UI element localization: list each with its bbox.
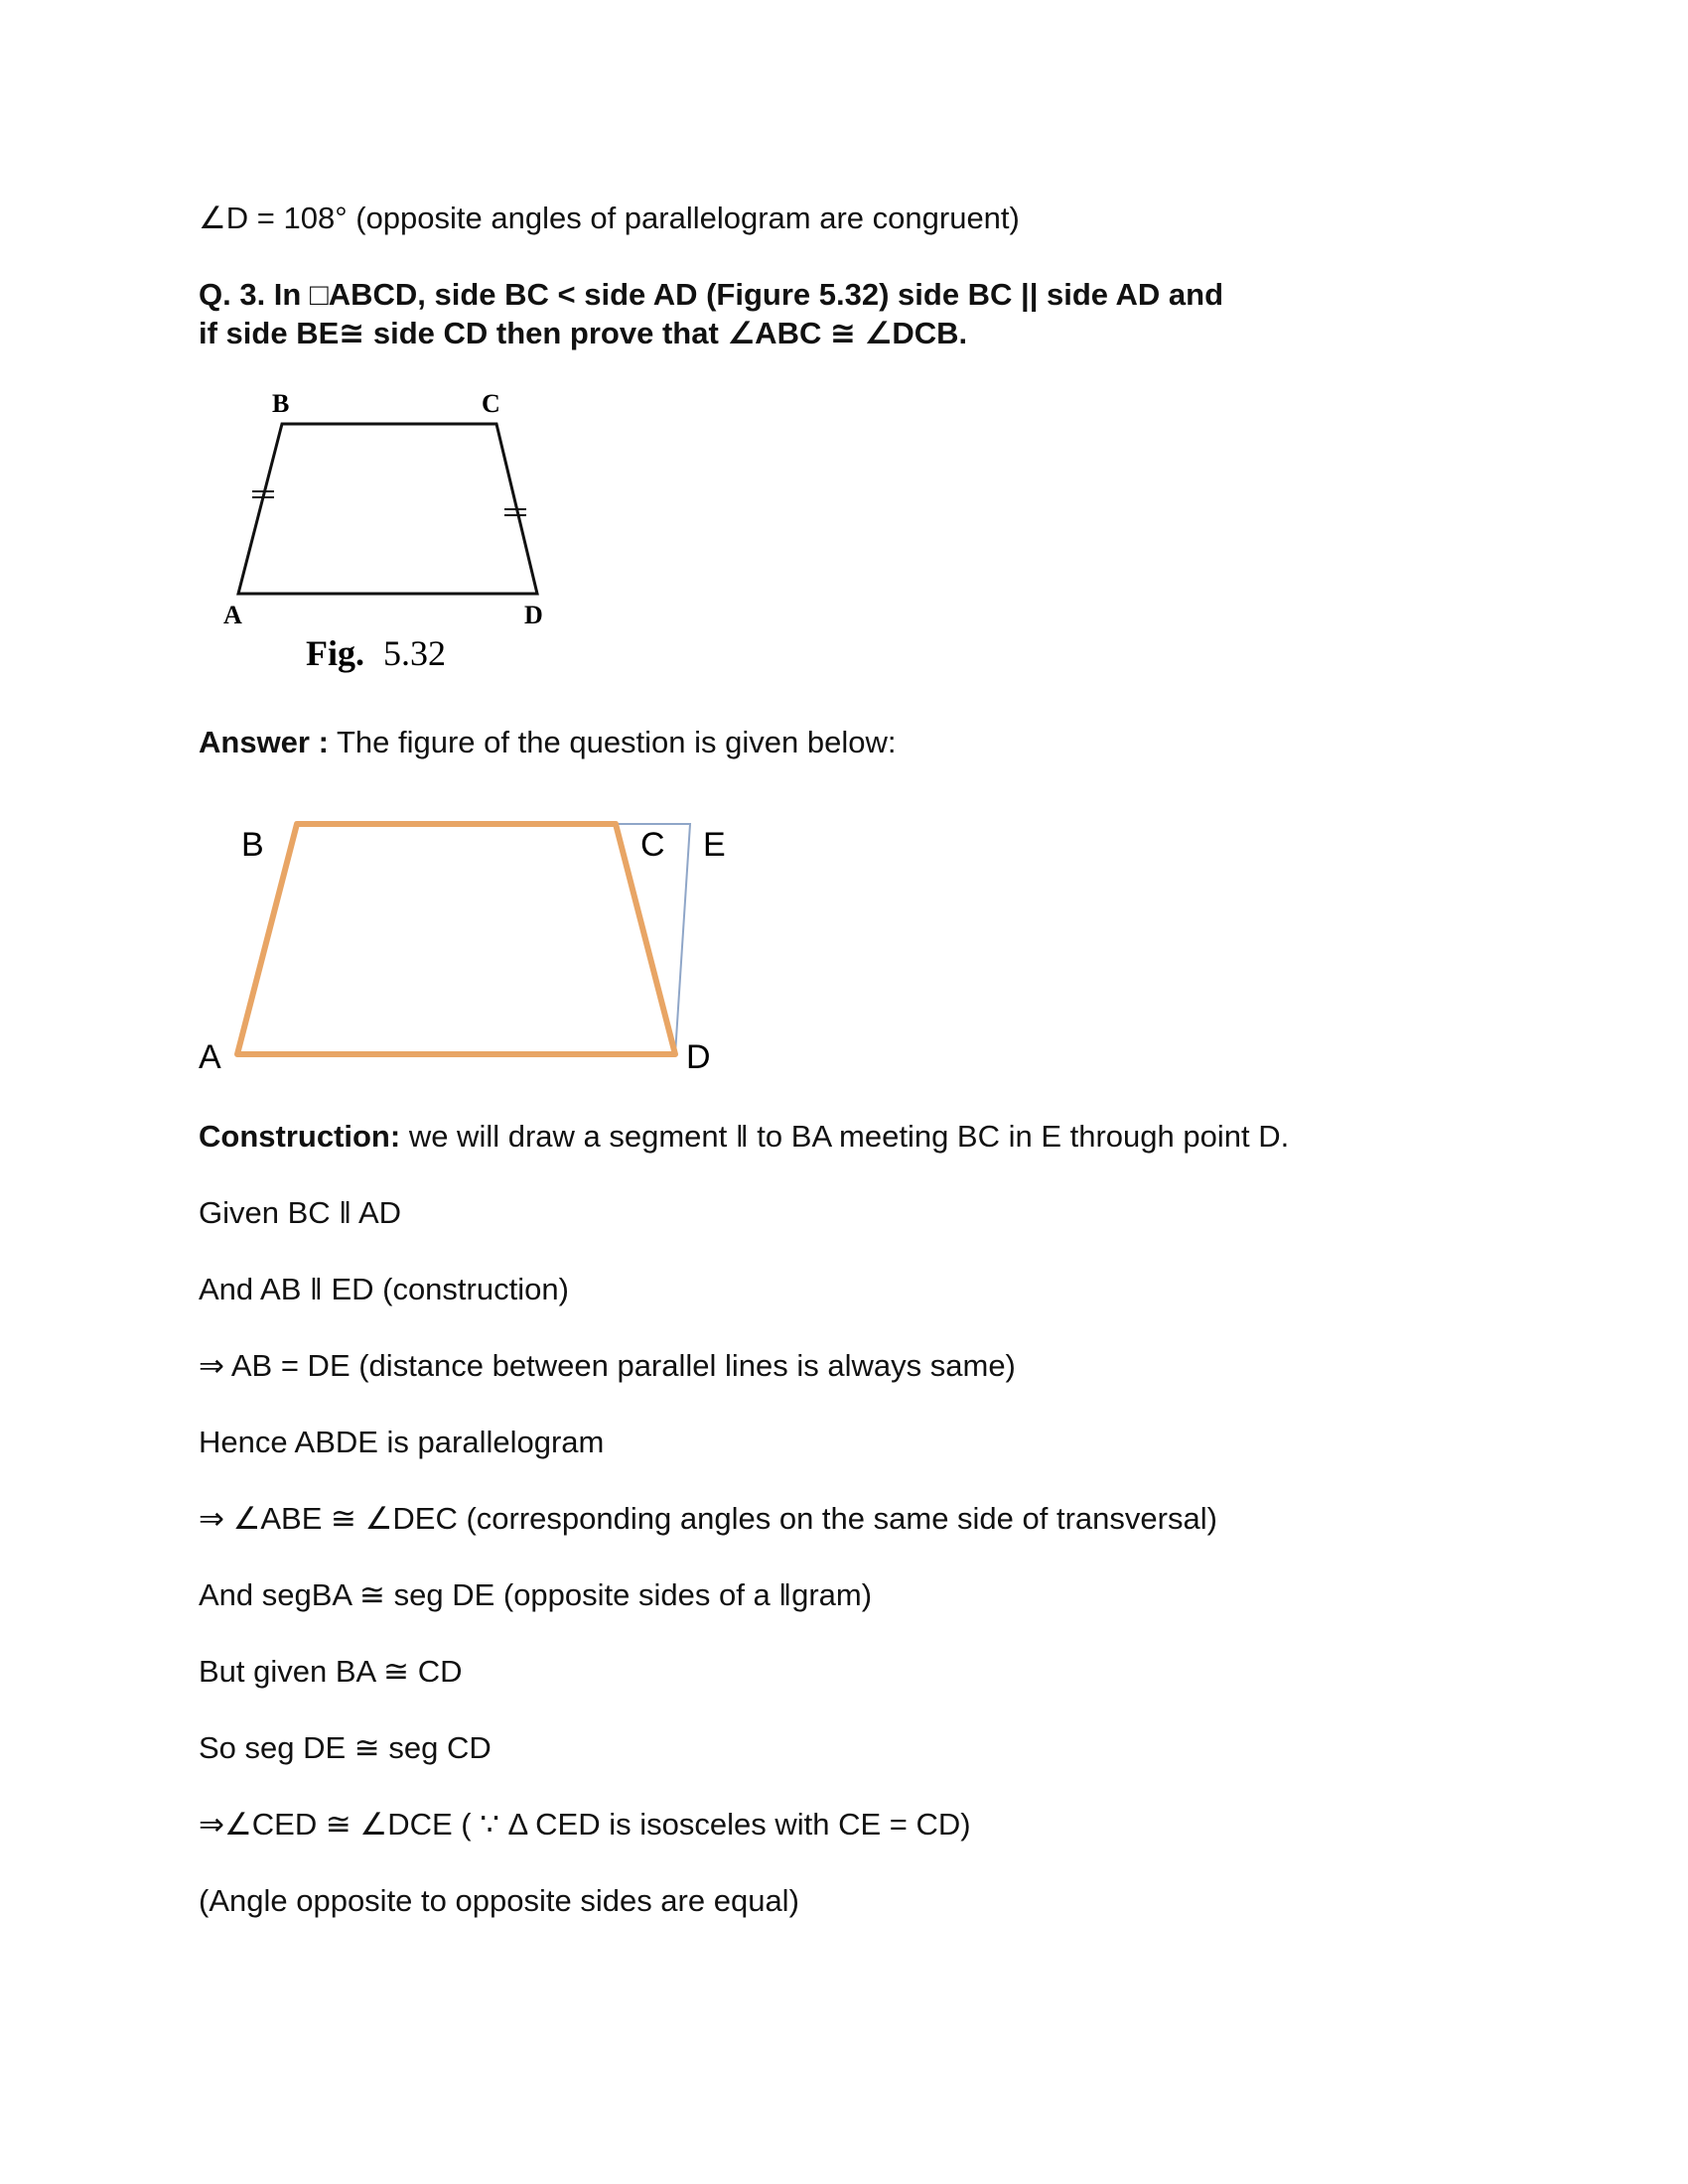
trapezium-abcd: [238, 424, 537, 594]
vertex-label-d: D: [524, 601, 543, 629]
previous-answer-line: ∠D = 108° (opposite angles of parallelogram are congruent): [199, 201, 1020, 235]
vertex-label-e: E: [703, 826, 726, 864]
construction-line: [199, 1117, 1289, 1157]
proof-step-3: ⇒ AB = DE (distance between parallel lines is always same): [199, 1348, 1016, 1383]
figure-caption-number: 5.32: [383, 633, 446, 673]
proof-step-10: (Angle opposite to opposite sides are equal): [199, 1883, 799, 1918]
proof-step-5: ⇒ ∠ABE ≅ ∠DEC (corresponding angles on the same side of transversal): [199, 1501, 1217, 1536]
figure-caption: [306, 633, 446, 673]
vertex-label-a: A: [199, 1038, 221, 1076]
answer-text: The figure of the question is given below:: [328, 725, 897, 759]
vertex-label-b: B: [272, 389, 290, 418]
answer-figure: [189, 804, 765, 1082]
vertex-label-b: B: [241, 826, 264, 864]
vertex-label-a: A: [223, 601, 242, 629]
proof-step-7: But given BA ≅ CD: [199, 1654, 463, 1689]
question-line-2: if side BE≅ side CD then prove that ∠ABC ≅ ∠DCB.: [199, 316, 968, 350]
vertex-label-c: C: [640, 826, 665, 864]
trapezium-abcd: [237, 824, 675, 1054]
vertex-label-d: D: [686, 1038, 711, 1076]
question-line-1: Q. 3. In □ABCD, side BC < side AD (Figure 5.32) side BC || side AD and: [199, 277, 1224, 312]
construction-text: we will draw a segment ǁ to BA meeting BC in E through point D.: [400, 1119, 1290, 1154]
proof-step-6: And segBA ≅ seg DE (opposite sides of a ǁgram): [199, 1577, 873, 1612]
proof-step-9: ⇒∠CED ≅ ∠DCE ( ∵ Δ CED is isosceles with CE = CD): [199, 1807, 971, 1842]
proof-step-1: Given BC ǁ AD: [199, 1195, 402, 1230]
construction-label: Construction:: [199, 1119, 401, 1154]
answer-label: Answer :: [199, 725, 329, 759]
proof-step-2: And AB ǁ ED (construction): [199, 1272, 569, 1306]
vertex-label-c: C: [482, 389, 500, 418]
proof-step-8: So seg DE ≅ seg CD: [199, 1730, 492, 1765]
figure-caption-bold: Fig.: [306, 633, 364, 673]
proof-step-4: Hence ABDE is parallelogram: [199, 1425, 605, 1459]
figure-5-32: [199, 387, 616, 685]
answer-line: [199, 723, 896, 762]
